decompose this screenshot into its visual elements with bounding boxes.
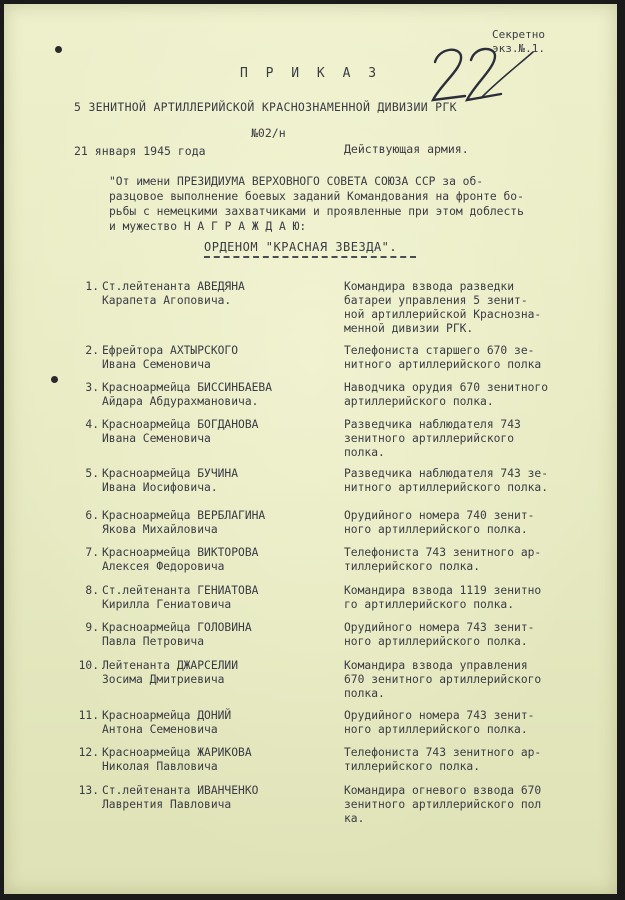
army-label: Действующая армия. [344, 142, 469, 156]
awardee-name: Красноармейца БОГДАНОВА Ивана Семеновича [102, 418, 259, 445]
awardee-position: Командира взвода разведки батареи управления 5 зенит- ной артиллерийской Краснозна- менной дивизии РГК. [344, 280, 542, 335]
entry-number: 9. [85, 621, 99, 634]
awardee-position: Командира взвода управления 670 зенитного артиллерийского полка. [344, 659, 542, 700]
awardee-name: Красноармейца ЖАРИКОВА Николая Павловича [102, 746, 252, 773]
entry-number: 8. [85, 584, 99, 597]
entry-number: 10. [78, 659, 99, 672]
entry-number: 7. [85, 546, 99, 559]
awardee-position: Наводчика орудия 670 зенитного артиллерийского полка. [344, 381, 549, 408]
awardee-name: Красноармейца БУЧИНА Ивана Иосифовича. [102, 467, 239, 494]
awardee-position: Разведчика наблюдателя 743 зенитного артиллерийского полка. [344, 418, 521, 459]
awardee-name: Красноармейца ВЕРБЛАГИНА Якова Михайловича [102, 509, 266, 536]
awardee-position: Телефониста 743 зенитного ар- тиллерийского полка. [344, 746, 542, 773]
entry-number: 12. [78, 746, 99, 759]
awardee-position: Командира огневого взвода 670 зенитного артиллерийского пол ка. [344, 784, 542, 825]
order-date: 21 января 1945 года [74, 144, 206, 158]
awardee-name: Красноармейца ГОЛОВИНА Павла Петровича [102, 621, 252, 648]
awardee-position: Разведчика наблюдателя 743 зе- нитного артиллерийского полка. [344, 467, 549, 494]
order-number: №02/н [251, 126, 286, 140]
entry-number: 13. [78, 784, 99, 797]
awardee-name: Ефрейтора АХТЫРСКОГО Ивана Семеновича [102, 344, 239, 371]
awardee-position: Телефониста 743 зенитного ар- тиллерийского полка. [344, 546, 542, 573]
awardee-name: Ст.лейтенанта ГЕНИАТОВА Кирилла Гениатовича [102, 584, 259, 611]
entry-number: 11. [78, 709, 99, 722]
unit-name: 5 ЗЕНИТНОЙ АРТИЛЛЕРИЙСКОЙ КРАСНОЗНАМЕННОЙ ДИВИЗИИ РГК [74, 100, 457, 114]
entry-number: 4. [85, 418, 99, 431]
award-underline [204, 256, 416, 258]
entry-number: 5. [85, 467, 99, 480]
awardee-position: Орудийного номера 743 зенит- ного артиллерийского полка. [344, 709, 535, 736]
entry-number: 1. [85, 280, 99, 293]
awardee-name: Красноармейца ВИКТОРОВА Алексея Федоровича [102, 546, 259, 573]
awardee-name: Красноармейца ДОНИЙ Антона Семеновича [102, 709, 232, 736]
awardee-position: Телефониста старшего 670 зе- нитного артиллерийского полка [344, 344, 542, 371]
punch-hole-top [55, 46, 62, 53]
entry-number: 3. [85, 381, 99, 394]
document-page [4, 4, 617, 894]
preamble-text: "От имени ПРЕЗИДИУМА ВЕРХОВНОГО СОВЕТА СОЮЗА ССР за об- разцовое выполнение боевых заданий Командования на фронте бо- рьбы с немецкими захватчиками и проявленные при этом доблесть и мужество Н А Г Р А Ж Д А Ю: [109, 175, 524, 233]
entry-number: 2. [85, 344, 99, 357]
awardee-name: Ст.лейтенанта АВЕДЯНА Карапета Агоповича. [102, 280, 245, 307]
awardee-position: Командира взвода 1119 зенитно го артиллерийского полка. [344, 584, 542, 611]
entry-number: 6. [85, 509, 99, 522]
awardee-name: Ст.лейтенанта ИВАНЧЕНКО Лаврентия Павловича [102, 784, 259, 811]
awardee-name: Красноармейца БИССИНБАЕВА Айдара Абдурахмановича. [102, 381, 273, 408]
awardee-position: Орудийного номера 740 зенит- ного артиллерийского полка. [344, 509, 535, 536]
secret-label: Секретно [492, 28, 545, 41]
awardee-position: Орудийного номера 743 зенит- ного артиллерийского полка. [344, 621, 535, 648]
awardee-name: Лейтенанта ДЖАРСЕЛИИ Зосима Дмитриевича [102, 659, 239, 686]
copy-number: экз.№.1. [492, 42, 545, 55]
award-name: ОРДЕНОМ "КРАСНАЯ ЗВЕЗДА". [204, 240, 398, 254]
punch-hole-bottom [51, 376, 58, 383]
document-title: П Р И К А З [239, 66, 382, 81]
